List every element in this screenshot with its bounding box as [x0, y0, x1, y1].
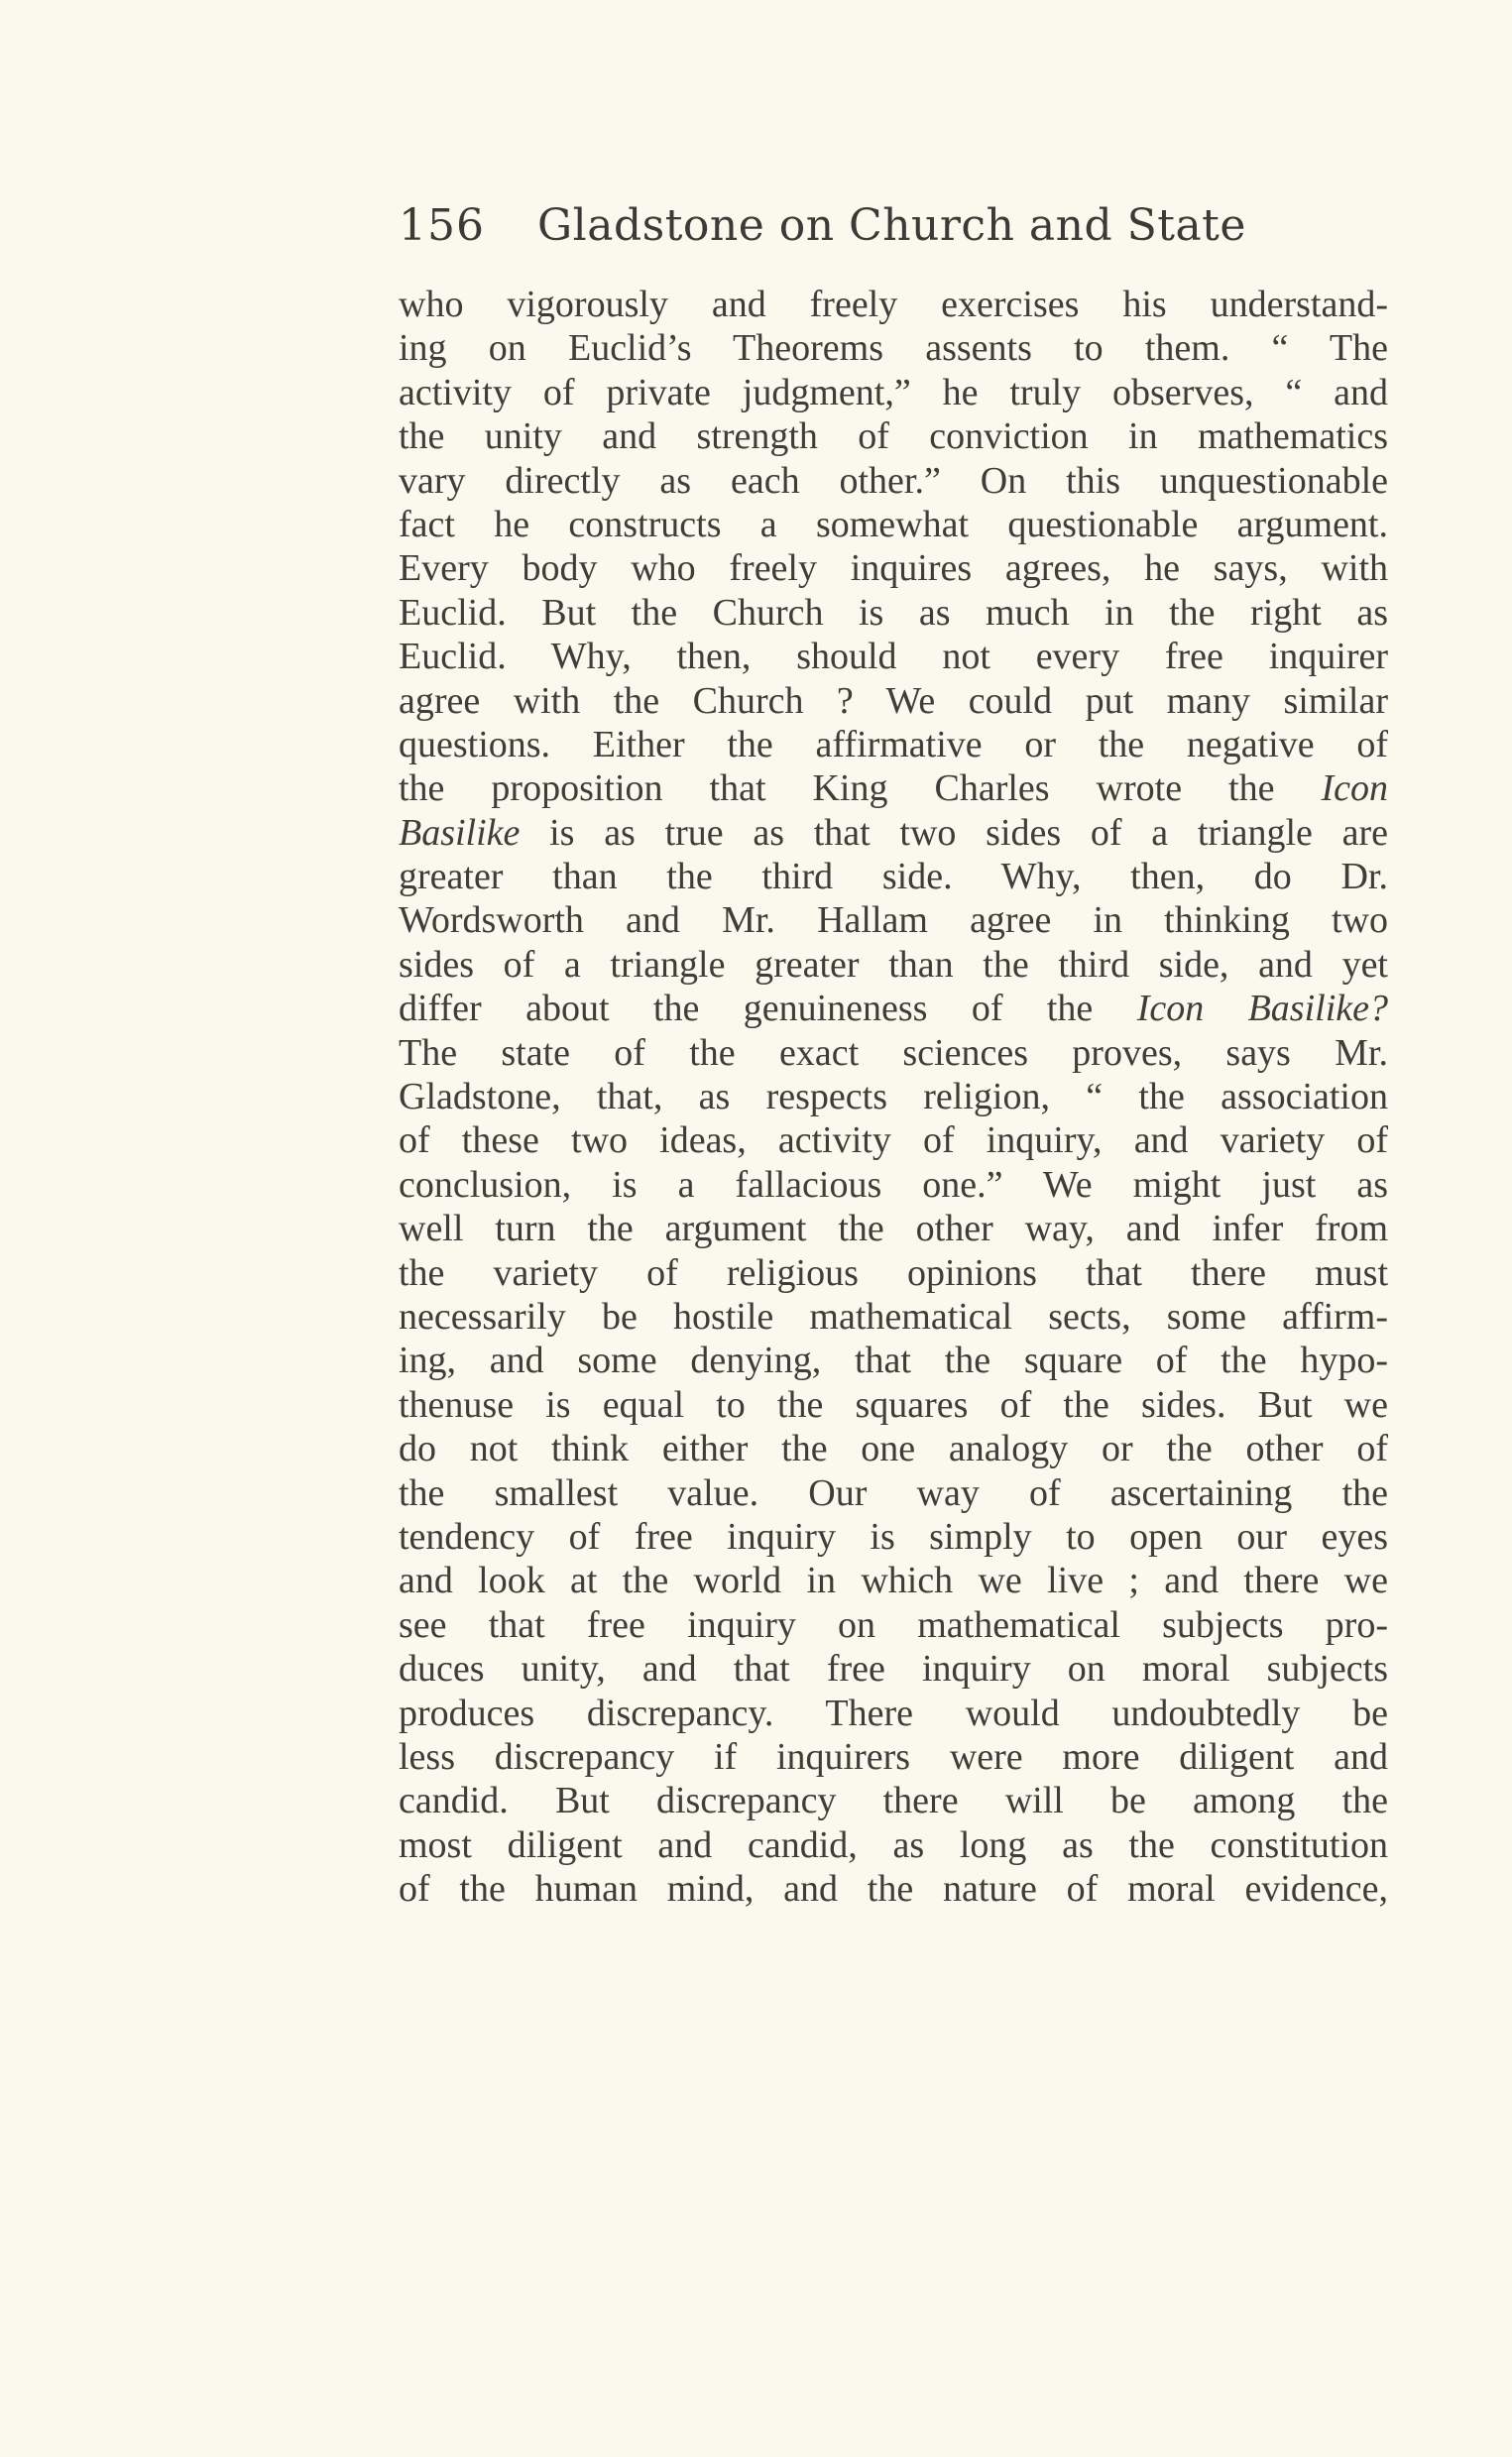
line-text: ing on Euclid’s Theorems assents to them. “ The: [399, 327, 1388, 370]
text-line: [399, 1075, 1388, 1118]
line-text: Euclid. Why, then, should not every free inquirer: [399, 636, 1388, 678]
line-text: Every body who freely inquires agrees, he says, with: [399, 547, 1388, 590]
line-text: sides of a triangle greater than the third side, and yet: [399, 943, 1388, 986]
text-line: [399, 1779, 1388, 1822]
line-text: the proposition that King Charles wrote the: [399, 767, 1322, 810]
text-line: [399, 283, 1388, 326]
text-line: [399, 1867, 1388, 1911]
line-text: tendency of free inquiry is simply to open our eyes: [399, 1515, 1388, 1558]
line-text: well turn the argument the other way, and infer from: [399, 1208, 1388, 1250]
line-text: most diligent and candid, as long as the constitution: [399, 1823, 1388, 1866]
text-line: [399, 1692, 1388, 1735]
line-text: duces unity, and that free inquiry on moral subjects: [399, 1648, 1388, 1691]
line-text: ing, and some denying, that the square of the hypo-: [399, 1340, 1388, 1382]
text-line: [399, 1427, 1388, 1470]
text-line: [399, 1559, 1388, 1602]
text-line: [399, 987, 1388, 1030]
line-text: of the human mind, and the nature of moral evidence,: [399, 1868, 1388, 1911]
line-text: Wordsworth and Mr. Hallam agree in thinking two: [399, 899, 1388, 942]
italic-title-text: Icon Basilike?: [1136, 988, 1388, 1030]
italic-title-text: Basilike: [399, 811, 521, 854]
line-text: candid. But discrepancy there will be among the: [399, 1780, 1388, 1822]
text-line: [399, 546, 1388, 590]
line-text: the smallest value. Our way of ascertaining the: [399, 1471, 1388, 1514]
line-text: do not think either the one analogy or the other of: [399, 1428, 1388, 1470]
line-text: produces discrepancy. There would undoubtedly be: [399, 1692, 1388, 1734]
text-line: [399, 766, 1388, 810]
text-line: [399, 371, 1388, 414]
line-text: is as true as that two sides of a triangle are: [520, 811, 1388, 854]
text-line: [399, 1031, 1388, 1075]
line-text: thenuse is equal to the squares of the sides. But we: [399, 1383, 1388, 1426]
line-text: agree with the Church ? We could put many similar: [399, 679, 1388, 722]
text-line: [399, 1515, 1388, 1559]
line-text: Gladstone, that, as respects religion, “ the association: [399, 1076, 1388, 1118]
line-text: the variety of religious opinions that there must: [399, 1251, 1388, 1294]
text-line: [399, 1735, 1388, 1779]
text-line: [399, 811, 1388, 855]
text-line: [399, 1471, 1388, 1515]
line-text: less discrepancy if inquirers were more diligent and: [399, 1735, 1388, 1778]
line-text: Euclid. But the Church is as much in the right as: [399, 591, 1388, 634]
text-line: [399, 1383, 1388, 1427]
line-text: necessarily be hostile mathematical sects, some affirm-: [399, 1295, 1388, 1338]
body-text: [399, 283, 1388, 1911]
line-text: and look at the world in which we live ; and there we: [399, 1560, 1388, 1602]
text-line: [399, 898, 1388, 942]
line-text: conclusion, is a fallacious one.” We might just as: [399, 1163, 1388, 1206]
running-head: [399, 196, 1370, 266]
text-line: [399, 1823, 1388, 1867]
line-text: greater than the third side. Why, then, do Dr.: [399, 856, 1388, 898]
line-text: differ about the genuineness of the: [399, 988, 1137, 1030]
text-line: [399, 591, 1388, 635]
text-line: [399, 1647, 1388, 1691]
text-line: [399, 414, 1388, 458]
text-line: [399, 326, 1388, 370]
text-line: [399, 679, 1388, 723]
text-line: [399, 503, 1388, 546]
line-text: questions. Either the affirmative or the negative of: [399, 723, 1388, 765]
line-text: the unity and strength of conviction in mathematics: [399, 415, 1388, 458]
text-line: [399, 855, 1388, 898]
line-text: see that free inquiry on mathematical subjects pro-: [399, 1603, 1388, 1646]
text-line: [399, 723, 1388, 766]
italic-title-text: Icon: [1321, 767, 1388, 810]
text-line: [399, 1251, 1388, 1295]
running-title: Gladstone on Church and State: [537, 200, 1246, 251]
line-text: activity of private judgment,” he truly observes, “ and: [399, 371, 1388, 413]
line-text: of these two ideas, activity of inquiry, and variety of: [399, 1119, 1388, 1162]
text-line: [399, 1603, 1388, 1647]
text-line: [399, 635, 1388, 678]
line-text: The state of the exact sciences proves, says Mr.: [399, 1031, 1388, 1074]
text-line: [399, 1339, 1388, 1382]
text-line: [399, 1207, 1388, 1250]
page-number: 156: [399, 200, 485, 251]
text-line: [399, 943, 1388, 987]
line-text: fact he constructs a somewhat questionable argument.: [399, 503, 1388, 545]
line-text: vary directly as each other.” On this unquestionable: [399, 459, 1388, 502]
text-line: [399, 459, 1388, 503]
text-line: [399, 1163, 1388, 1207]
text-line: [399, 1118, 1388, 1162]
line-text: who vigorously and freely exercises his understand-: [399, 284, 1388, 325]
text-line: [399, 1295, 1388, 1339]
